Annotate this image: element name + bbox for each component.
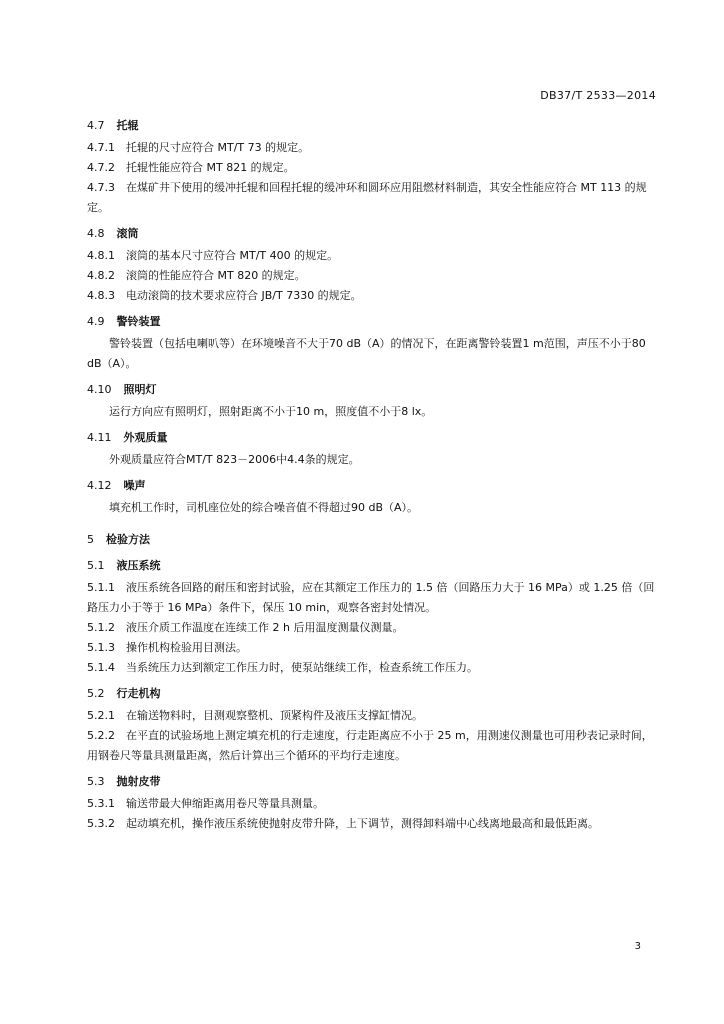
section-number: 4.12: [87, 479, 112, 492]
paragraph-4-10: 运行方向应有照明灯，照射距离不小于10 m，照度值不小于8 lx。: [109, 405, 433, 418]
section-heading-5-2: [87, 684, 657, 704]
paragraph-4-9: 警铃装置（包括电喇叭等）在环境噪音不大于70 dB（A）的情况下，在距离警铃装置1 m范围，声压不小于80 dB（A）。: [87, 337, 646, 370]
clause-5-3-2: 5.3.2 起动填充机，操作液压系统使抛射皮带升降，上下调节，测得卸料端中心线离地最高和最低距离。: [87, 817, 599, 830]
chapter-heading-5: [87, 530, 657, 550]
clause-4-8-1: 4.8.1 滚筒的基本尺寸应符合 MT/T 400 的规定。: [87, 249, 339, 262]
section-heading-5-3: [87, 772, 657, 792]
clause-5-1-1: 5.1.1 液压系统各回路的耐压和密封试验，应在其额定工作压力的 1.5 倍（回路压力大于 16 MPa）或 1.25 倍（回路压力小于等于 16 MPa）条件下，保压 10 min，观察各密封处情况。: [87, 581, 655, 614]
section-heading-4-7: [87, 116, 657, 136]
section-title: 噪声: [123, 479, 146, 492]
section-number: 4.8: [87, 227, 105, 240]
page-number: 3: [634, 941, 641, 952]
section-heading-4-9: [87, 312, 657, 332]
section-number: 4.9: [87, 315, 105, 328]
section-title: 警铃装置: [116, 315, 161, 328]
section-title: 液压系统: [116, 559, 161, 572]
section-heading-4-8: [87, 224, 657, 244]
paragraph-4-11: 外观质量应符合MT/T 823－2006中4.4条的规定。: [109, 453, 360, 466]
clause-5-2-1: 5.2.1 在输送物料时，目测观察整机、顶紧构件及液压支撑缸情况。: [87, 709, 423, 722]
section-number: 5.1: [87, 559, 105, 572]
section-number: 5.2: [87, 687, 105, 700]
clause-5-1-3: 5.1.3 操作机构检验用目测法。: [87, 641, 247, 654]
section-heading-5-1: [87, 556, 657, 576]
section-title: 照明灯: [123, 383, 157, 396]
clause-4-8-3: 4.8.3 电动滚筒的技术要求应符合 JB/T 7330 的规定。: [87, 289, 362, 302]
section-number: 5.3: [87, 775, 105, 788]
clause-5-1-4: 5.1.4 当系统压力达到额定工作压力时，使泵站继续工作，检查系统工作压力。: [87, 661, 478, 674]
paragraph-4-12: 填充机工作时，司机座位处的综合噪音值不得超过90 dB（A）。: [109, 501, 419, 514]
clause-4-7-1: 4.7.1 托辊的尺寸应符合 MT/T 73 的规定。: [87, 141, 310, 154]
section-heading-4-12: [87, 476, 657, 496]
section-title: 托辊: [116, 119, 139, 132]
clause-4-7-2: 4.7.2 托辊性能应符合 MT 821 的规定。: [87, 161, 295, 174]
section-title: 抛射皮带: [116, 775, 161, 788]
section-number: 4.7: [87, 119, 105, 132]
section-number: 4.10: [87, 383, 112, 396]
clause-4-8-2: 4.8.2 滚筒的性能应符合 MT 820 的规定。: [87, 269, 306, 282]
clause-5-2-2: 5.2.2 在平直的试验场地上测定填充机的行走速度，行走距离应不小于 25 m，用测速仪测量也可用秒表记录时间，用钢卷尺等量具测量距离，然后计算出三个循环的平均行走速度。: [87, 729, 653, 762]
standard-code: DB37/T 2533—2014: [540, 89, 656, 102]
section-heading-4-10: [87, 380, 657, 400]
document-body: [87, 116, 657, 834]
chapter-number: 5: [87, 533, 94, 546]
section-title: 滚筒: [116, 227, 139, 240]
clause-5-3-1: 5.3.1 输送带最大伸缩距离用卷尺等量具测量。: [87, 797, 324, 810]
section-title: 外观质量: [123, 431, 168, 444]
section-number: 4.11: [87, 431, 112, 444]
clause-5-1-2: 5.1.2 液压介质工作温度在连续工作 2 h 后用温度测量仪测量。: [87, 621, 404, 634]
section-title: 行走机构: [116, 687, 161, 700]
clause-4-7-3: 4.7.3 在煤矿井下使用的缓冲托辊和回程托辊的缓冲环和圆环应用阻燃材料制造，其安全性能应符合 MT 113 的规定。: [87, 181, 647, 214]
chapter-title: 检验方法: [106, 533, 150, 546]
section-heading-4-11: [87, 428, 657, 448]
